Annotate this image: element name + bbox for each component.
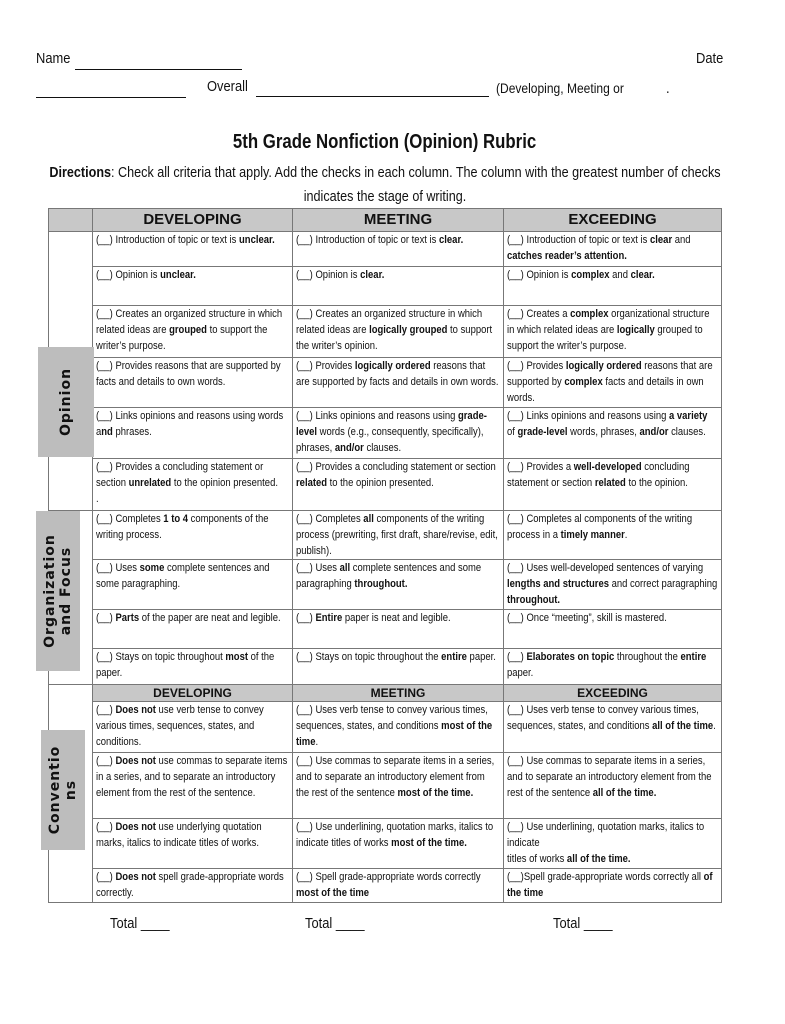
category-organization-label: Organization and Focus — [42, 534, 74, 648]
criterion-segment: (__) Creates an organized structure in which related ideas are — [96, 308, 283, 336]
criterion-segment: clauses. — [668, 426, 706, 438]
criterion-segment: (__)Spell grade-appropriate words correctly all — [507, 871, 704, 883]
criterion-cell[interactable] — [504, 408, 722, 459]
header-blank — [49, 209, 93, 232]
criterion-emphasis: some — [139, 562, 165, 574]
directions-lead: Directions — [49, 164, 112, 181]
criterion-cell[interactable] — [504, 869, 722, 903]
criterion-segment: (__) Provides — [296, 360, 355, 372]
criterion-emphasis: unrelated — [128, 477, 172, 489]
subcol-exceeding: EXCEEDING — [504, 685, 722, 702]
criterion-emphasis: related — [296, 477, 328, 489]
criterion-text — [296, 358, 499, 390]
table-row — [49, 560, 722, 610]
criterion-cell[interactable] — [293, 753, 504, 819]
criterion-emphasis: most of the time — [296, 887, 370, 899]
date-field[interactable] — [36, 97, 186, 98]
category-opinion-label: Opinion — [58, 367, 74, 437]
criterion-segment: components of the writing process (prewriting, first draft, share/revise, edit, publish). — [296, 513, 498, 557]
criterion-emphasis: throughout. — [354, 578, 408, 590]
table-row — [49, 267, 722, 306]
criterion-text — [296, 753, 499, 801]
criterion-text — [296, 459, 499, 491]
criterion-emphasis: nd — [101, 426, 113, 438]
criterion-segment: (__) Links opinions and reasons using words a — [96, 410, 284, 438]
criterion-emphasis: clear. — [439, 234, 464, 246]
criterion-cell[interactable] — [293, 306, 504, 358]
criterion-text — [96, 560, 289, 592]
directions-text: : Check all criteria that apply. Add the checks in each column. The column with the greatest number of checks indicates the stage of writing. — [111, 164, 721, 205]
criterion-segment: organizational structure in which related ideas are — [507, 308, 710, 336]
criterion-cell[interactable] — [504, 511, 722, 560]
total-exceeding[interactable]: Total ____ — [553, 915, 613, 932]
criterion-text — [507, 511, 717, 543]
criterion-segment: (__) Uses verb tense to convey various times, sequences, states, and conditions — [507, 704, 699, 732]
criterion-segment: to the opinion presented. — [171, 477, 278, 489]
criterion-cell[interactable] — [93, 610, 293, 649]
criterion-text — [96, 459, 289, 507]
col-meeting: MEETING — [293, 209, 504, 232]
criterion-segment: (__) Opinion is — [96, 269, 161, 281]
criterion-emphasis: timely manner — [560, 529, 625, 541]
criterion-segment: (__) Opinion is — [296, 269, 361, 281]
criterion-segment: words (e.g., consequently, specifically), phrases, — [296, 426, 484, 454]
criterion-segment: paper. — [507, 667, 534, 679]
header-row — [49, 209, 722, 232]
criterion-emphasis: well-developed — [573, 461, 642, 473]
name-field[interactable] — [75, 69, 242, 70]
criterion-segment: to support the writer’s opinion. — [296, 324, 493, 352]
criterion-emphasis: entire — [441, 651, 467, 663]
criterion-text — [296, 511, 499, 559]
criterion-segment: . — [315, 736, 319, 748]
criterion-text — [296, 306, 499, 354]
criterion-emphasis: grade-level — [517, 426, 568, 438]
criterion-segment: throughout the — [614, 651, 681, 663]
criterion-text — [96, 306, 289, 354]
criterion-cell[interactable] — [293, 358, 504, 408]
criterion-cell[interactable] — [293, 702, 504, 753]
criterion-segment: (__) — [296, 612, 316, 624]
criterion-segment: (__) Uses well-developed sentences of varying — [507, 562, 704, 574]
criterion-cell[interactable] — [93, 753, 293, 819]
criterion-text — [296, 610, 499, 626]
criterion-emphasis: complex — [564, 376, 603, 388]
criterion-cell[interactable] — [93, 649, 293, 685]
criterion-emphasis: throughout. — [507, 594, 561, 606]
criterion-segment: use underlying quotation marks, italics to indicate titles of works. — [96, 821, 262, 849]
criterion-cell[interactable] — [293, 560, 504, 610]
criterion-segment: paper. — [466, 651, 496, 663]
criterion-segment: clauses. — [363, 442, 402, 454]
criterion-text — [96, 753, 289, 801]
subcol-developing: DEVELOPING — [93, 685, 293, 702]
criterion-text — [296, 819, 499, 851]
criterion-segment: (__) Introduction of topic or text is — [507, 234, 651, 246]
criterion-segment: (__) Provides a — [507, 461, 574, 473]
criterion-text — [96, 869, 289, 901]
criterion-text — [507, 560, 717, 608]
criterion-text — [296, 267, 499, 283]
table-row — [49, 649, 722, 685]
criterion-text — [507, 232, 717, 264]
criterion-emphasis: entire — [680, 651, 707, 663]
criterion-text — [96, 511, 289, 543]
criterion-emphasis: Does not — [115, 704, 156, 716]
category-organization — [42, 511, 93, 685]
criterion-segment: (__) Completes — [296, 513, 364, 525]
criterion-segment: (__) Provides a concluding statement or section — [96, 461, 264, 489]
category-conventions — [49, 685, 93, 903]
criterion-cell[interactable] — [293, 610, 504, 649]
criterion-text — [96, 408, 289, 440]
criterion-cell[interactable] — [93, 306, 293, 358]
table-row — [49, 511, 722, 560]
criterion-emphasis: all of the time — [652, 720, 714, 732]
criterion-text — [96, 610, 289, 626]
criterion-cell[interactable] — [93, 819, 293, 869]
table-row — [49, 610, 722, 649]
table-row — [49, 702, 722, 753]
criterion-segment: use verb tense to convey various times, sequences, states, and conditions. — [96, 704, 264, 748]
criterion-cell[interactable] — [93, 511, 293, 560]
criterion-emphasis: Does not — [115, 871, 156, 883]
criterion-emphasis: most of the time. — [391, 837, 467, 849]
criterion-cell[interactable] — [504, 819, 722, 869]
criterion-segment: facts and details in own words. — [507, 376, 704, 404]
criterion-emphasis: logically grouped — [369, 324, 448, 336]
criterion-segment: of the paper. — [96, 651, 275, 679]
criterion-text — [96, 358, 289, 390]
criterion-segment: (__) Creates a — [507, 308, 571, 320]
criterion-emphasis: clear. — [630, 269, 655, 281]
criterion-emphasis: unclear. — [160, 269, 196, 281]
criterion-emphasis: complex — [571, 269, 610, 281]
criterion-segment: (__) Use underlining, quotation marks, italics to indicate titles of works — [296, 821, 494, 849]
criterion-cell[interactable] — [504, 358, 722, 408]
criterion-emphasis: a variety — [668, 410, 708, 422]
category-conventions-label: Conventio ns — [47, 745, 79, 835]
criterion-emphasis: of the time — [507, 871, 713, 899]
criterion-cell[interactable] — [293, 869, 504, 903]
criterion-segment: (__) Uses verb tense to convey various times, sequences, states, and conditions — [296, 704, 488, 732]
criterion-text — [296, 702, 499, 750]
subheader-row — [49, 685, 722, 702]
criterion-segment: (__) Completes al components of the writing process in a — [507, 513, 693, 541]
criterion-text — [507, 610, 717, 626]
overall-label: Overall — [207, 78, 248, 95]
criterion-segment: (__) Introduction of topic or text is — [296, 234, 440, 246]
criterion-segment: (__) Spell grade-appropriate words correctly — [296, 871, 481, 883]
criterion-text — [507, 753, 717, 801]
criterion-emphasis: clear. — [360, 269, 385, 281]
criterion-segment: (__) — [96, 612, 116, 624]
criterion-text — [96, 702, 289, 750]
criterion-segment: phrases. — [112, 426, 152, 438]
col-developing: DEVELOPING — [93, 209, 293, 232]
criterion-cell[interactable] — [293, 408, 504, 459]
directions — [45, 161, 725, 209]
criterion-segment: words, phrases, — [567, 426, 640, 438]
page-title: 5th Grade Nonfiction (Opinion) Rubric — [233, 131, 537, 153]
criterion-emphasis: all — [363, 513, 374, 525]
criterion-text — [296, 560, 499, 592]
criterion-emphasis: all — [339, 562, 351, 574]
criterion-segment: (__) Stays on topic throughout — [96, 651, 226, 663]
criterion-segment: concluding statement or section — [507, 461, 690, 489]
total-developing[interactable]: Total ____ — [110, 915, 170, 932]
rubric-table — [42, 208, 722, 903]
criterion-emphasis: complex — [570, 308, 609, 320]
table-row — [49, 819, 722, 869]
criterion-segment: (__) Links opinions and reasons using — [296, 410, 458, 422]
criterion-cell[interactable] — [293, 459, 504, 511]
criterion-text — [96, 819, 289, 851]
criterion-cell[interactable] — [504, 459, 722, 511]
table-row — [49, 358, 722, 408]
criterion-segment: use commas to separate items in a series, and to separate an introductory element from the rest of the sentence. — [96, 755, 288, 799]
criterion-emphasis: all of the time. — [566, 853, 631, 865]
criterion-emphasis: and/or — [334, 442, 364, 454]
criterion-segment: (__) Uses — [96, 562, 140, 574]
criterion-segment: (__) Stays on topic throughout the — [296, 651, 442, 663]
criterion-segment: (__) Completes — [96, 513, 164, 525]
criterion-text — [507, 459, 717, 491]
criterion-text — [296, 408, 499, 456]
criterion-emphasis: lengths and structures — [507, 578, 609, 590]
criterion-segment: to support the writer’s purpose. — [96, 324, 268, 352]
criterion-segment: of — [507, 426, 518, 438]
criterion-cell[interactable] — [93, 869, 293, 903]
criterion-cell[interactable] — [293, 649, 504, 685]
criterion-cell[interactable] — [93, 408, 293, 459]
criterion-segment: (__) Use commas to separate items in a series, and to separate an introductory element from the rest of the sentence — [296, 755, 495, 799]
criterion-emphasis: Parts — [115, 612, 140, 624]
name-label: Name — [36, 50, 71, 67]
criterion-cell[interactable] — [93, 267, 293, 306]
criterion-segment: titles of works — [507, 853, 567, 865]
criterion-text — [296, 869, 499, 901]
criterion-text — [507, 649, 717, 681]
subcol-meeting: MEETING — [293, 685, 504, 702]
criterion-segment: of the paper are neat and legible. — [139, 612, 281, 624]
criterion-emphasis: clear — [650, 234, 673, 246]
criterion-cell[interactable] — [504, 702, 722, 753]
criterion-emphasis: all of the time. — [592, 787, 657, 799]
criterion-segment: . — [96, 493, 99, 505]
criterion-segment: (__) — [96, 755, 116, 767]
criterion-cell[interactable] — [504, 306, 722, 358]
criterion-segment: (__) Links opinions and reasons using — [507, 410, 669, 422]
date-label: Date — [696, 50, 724, 67]
criterion-cell[interactable] — [504, 232, 722, 267]
criterion-segment: (__) — [96, 821, 116, 833]
criterion-text — [96, 232, 289, 248]
criterion-emphasis: Does not — [115, 755, 156, 767]
criterion-emphasis: logically ordered — [354, 360, 431, 372]
criterion-text — [507, 869, 717, 901]
total-meeting[interactable]: Total ____ — [305, 915, 365, 932]
overall-field[interactable] — [256, 96, 489, 97]
criterion-segment: (__) — [96, 871, 116, 883]
criterion-segment: spell grade-appropriate words correctly. — [96, 871, 284, 899]
criterion-cell[interactable] — [93, 560, 293, 610]
criterion-cell[interactable] — [293, 267, 504, 306]
criterion-segment: (__) Provides — [507, 360, 566, 372]
criterion-text — [507, 702, 717, 734]
criterion-segment: to the opinion presented. — [327, 477, 434, 489]
criterion-segment: . — [713, 720, 716, 732]
col-exceeding: EXCEEDING — [504, 209, 722, 232]
criterion-text — [296, 649, 499, 665]
table-row — [49, 232, 722, 267]
criterion-cell[interactable] — [504, 267, 722, 306]
criterion-emphasis: Entire — [315, 612, 343, 624]
stage-hint-period: . — [666, 80, 670, 97]
table-row — [49, 753, 722, 819]
criterion-emphasis: grade-level — [296, 410, 487, 438]
criterion-segment: (__) Provides a concluding statement or section — [296, 461, 496, 473]
criterion-text — [507, 358, 717, 406]
criterion-emphasis: most — [225, 651, 248, 663]
table-row — [49, 459, 722, 511]
criterion-emphasis: 1 to 4 — [163, 513, 189, 525]
criterion-cell[interactable] — [504, 753, 722, 819]
criterion-emphasis: logically — [616, 324, 655, 336]
table-row — [49, 869, 722, 903]
criterion-segment: (__) Use underlining, quotation marks, italics to indicate — [507, 821, 705, 849]
criterion-segment: (__) — [507, 651, 527, 663]
criterion-segment: (__) — [96, 704, 116, 716]
category-opinion — [49, 232, 93, 511]
criterion-cell[interactable] — [93, 459, 293, 511]
criterion-emphasis: related — [594, 477, 626, 489]
criterion-segment: paper is neat and legible. — [342, 612, 451, 624]
criterion-emphasis: most of the time — [296, 720, 493, 748]
criterion-cell[interactable] — [293, 819, 504, 869]
criterion-emphasis: Does not — [115, 821, 156, 833]
criterion-cell[interactable] — [504, 649, 722, 685]
criterion-emphasis: logically ordered — [565, 360, 642, 372]
criterion-emphasis: Elaborates on topic — [526, 651, 615, 663]
table-row — [49, 408, 722, 459]
criterion-text — [296, 232, 499, 248]
criterion-segment: components of the writing process. — [96, 513, 269, 541]
criterion-emphasis: catches reader’s attention. — [507, 250, 627, 262]
criterion-text — [507, 306, 717, 354]
criterion-cell[interactable] — [504, 560, 722, 610]
criterion-segment: complete sentences and some paragraphing — [296, 562, 482, 590]
criterion-cell[interactable] — [504, 610, 722, 649]
criterion-segment: and — [609, 269, 631, 281]
criterion-segment: (__) Provides reasons that are supported by facts and details to own words. — [96, 360, 281, 388]
criterion-cell[interactable] — [93, 702, 293, 753]
table-row — [49, 306, 722, 358]
criterion-segment: reasons that are supported by facts and details in own words. — [296, 360, 499, 388]
criterion-segment: and correct paragraphing — [608, 578, 718, 590]
criterion-cell[interactable] — [93, 358, 293, 408]
criterion-segment: . — [624, 529, 628, 541]
criterion-segment: (__) Introduction of topic or text is — [96, 234, 240, 246]
criterion-emphasis: and/or — [639, 426, 669, 438]
criterion-segment: (__) Once “meeting”, skill is mastered. — [507, 612, 667, 624]
criterion-cell[interactable] — [93, 232, 293, 267]
criterion-segment: (__) Opinion is — [507, 269, 572, 281]
stage-hint: (Developing, Meeting or — [496, 80, 624, 96]
criterion-text — [507, 267, 717, 283]
criterion-segment: and — [672, 234, 691, 246]
criterion-segment: reasons that are supported by — [507, 360, 713, 388]
criterion-cell[interactable] — [293, 511, 504, 560]
criterion-emphasis: grouped — [169, 324, 207, 336]
criterion-text — [96, 267, 289, 283]
criterion-segment: complete sentences and some paragraphing. — [96, 562, 270, 590]
criterion-segment: grouped to support the writer’s purpose. — [507, 324, 703, 352]
criterion-text — [96, 649, 289, 681]
criterion-segment: (__) Use commas to separate items in a series, and to separate an introductory element from the rest of the sentence — [507, 755, 712, 799]
criterion-emphasis: unclear. — [239, 234, 275, 246]
criterion-emphasis: most of the time. — [397, 787, 474, 799]
criterion-segment: (__) Creates an organized structure in which related ideas are — [296, 308, 483, 336]
criterion-text — [507, 819, 717, 867]
criterion-segment: (__) Uses — [296, 562, 340, 574]
criterion-segment: to the opinion. — [625, 477, 688, 489]
criterion-text — [507, 408, 717, 440]
criterion-cell[interactable] — [293, 232, 504, 267]
